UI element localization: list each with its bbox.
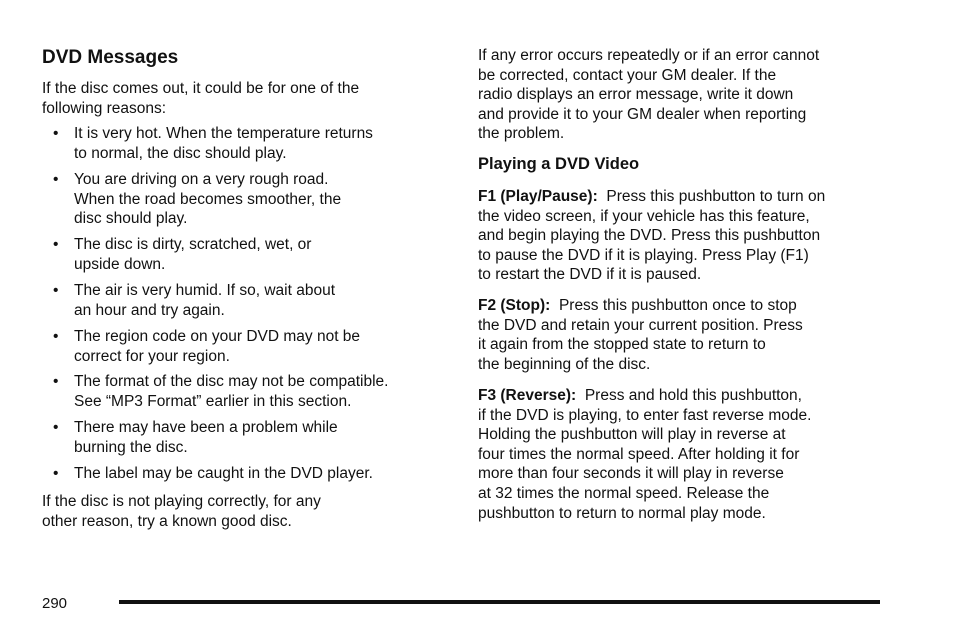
- bullet-icon: •: [53, 373, 59, 390]
- text-line: the video screen, if your vehicle has this feature,: [478, 207, 810, 225]
- list-item-text: [74, 235, 311, 274]
- text-line: correct for your region.: [74, 347, 230, 365]
- f2-paragraph: [478, 296, 803, 374]
- bullet-icon: •: [53, 282, 59, 299]
- section-title: DVD Messages: [42, 47, 179, 68]
- text-line: it again from the stopped state to return to: [478, 336, 766, 354]
- text-line: [478, 386, 811, 406]
- bullet-icon: •: [53, 171, 59, 188]
- text-line: the DVD and retain your current position. Press: [478, 316, 803, 334]
- text-line: four times the normal speed. After holding it for: [478, 445, 800, 463]
- text-line: [478, 296, 803, 316]
- text-line: pushbutton to return to normal play mode.: [478, 504, 766, 522]
- f3-lead: F3 (Reverse):: [478, 387, 577, 404]
- text-line: The format of the disc may not be compatible.: [74, 373, 389, 390]
- text-line: It is very hot. When the temperature returns: [74, 125, 373, 142]
- f2-lead: F2 (Stop):: [478, 297, 551, 314]
- text-line: [478, 187, 825, 207]
- bullet-icon: •: [53, 236, 59, 253]
- text-line: to normal, the disc should play.: [74, 144, 287, 162]
- text-line: be corrected, contact your GM dealer. If the: [478, 66, 777, 84]
- text-line: and provide it to your GM dealer when reporting: [478, 105, 807, 123]
- text-line: The region code on your DVD may not be: [74, 328, 361, 345]
- text-line: to restart the DVD if it is paused.: [478, 266, 702, 284]
- list-item-text: [74, 418, 338, 457]
- f3-paragraph: [478, 386, 811, 523]
- bullet-icon: •: [53, 125, 59, 142]
- list-item-text: [74, 170, 341, 229]
- text-line: following reasons:: [42, 99, 167, 117]
- list-item-text: [74, 464, 373, 484]
- text-line: at 32 times the normal speed. Release the: [478, 484, 770, 502]
- text-line: the beginning of the disc.: [478, 355, 651, 373]
- f3-first-line: Press and hold this pushbutton,: [576, 387, 802, 404]
- text-line: The label may be caught in the DVD player.: [74, 465, 373, 482]
- error-paragraph: [478, 46, 819, 144]
- text-line: If any error occurs repeatedly or if an error cannot: [478, 47, 820, 64]
- text-line: disc should play.: [74, 210, 188, 228]
- intro-paragraph: [42, 79, 359, 118]
- list-item-text: [74, 281, 335, 320]
- bullet-icon: •: [53, 419, 59, 436]
- text-line: burning the disc.: [74, 438, 188, 456]
- text-line: upside down.: [74, 255, 166, 273]
- text-line: if the DVD is playing, to enter fast reverse mode.: [478, 406, 812, 424]
- bullet-icon: •: [53, 328, 59, 345]
- text-line: and begin playing the DVD. Press this pushbutton: [478, 227, 821, 245]
- outro-paragraph: [42, 492, 321, 531]
- subheading-playing-dvd: Playing a DVD Video: [478, 155, 640, 173]
- text-line: Holding the pushbutton will play in reverse at: [478, 426, 786, 444]
- f1-paragraph: [478, 187, 825, 285]
- text-line: You are driving on a very rough road.: [74, 171, 329, 188]
- text-line: When the road becomes smoother, the: [74, 190, 342, 208]
- text-line: to pause the DVD if it is playing. Press Play (F1): [478, 246, 809, 264]
- text-line: There may have been a problem while: [74, 419, 338, 436]
- f1-lead: F1 (Play/Pause):: [478, 188, 598, 205]
- text-line: radio displays an error message, write it down: [478, 86, 794, 104]
- text-line: The disc is dirty, scratched, wet, or: [74, 236, 312, 253]
- f2-first-line: Press this pushbutton once to stop: [550, 297, 797, 314]
- text-line: other reason, try a known good disc.: [42, 512, 292, 530]
- text-line: an hour and try again.: [74, 301, 225, 319]
- text-line: The air is very humid. If so, wait about: [74, 282, 336, 299]
- text-line: If the disc is not playing correctly, for any: [42, 493, 321, 510]
- list-item-text: [74, 327, 360, 366]
- text-line: If the disc comes out, it could be for one of the: [42, 80, 360, 97]
- page-number: 290: [42, 595, 68, 612]
- list-item-text: [74, 124, 373, 163]
- text-line: more than four seconds it will play in reverse: [478, 465, 784, 483]
- text-line: See “MP3 Format” earlier in this section.: [74, 392, 352, 410]
- text-line: the problem.: [478, 125, 565, 143]
- footer-rule: [119, 600, 880, 604]
- bullet-icon: •: [53, 465, 59, 482]
- f1-first-line: Press this pushbutton to turn on: [597, 188, 826, 205]
- list-item-text: [74, 372, 388, 411]
